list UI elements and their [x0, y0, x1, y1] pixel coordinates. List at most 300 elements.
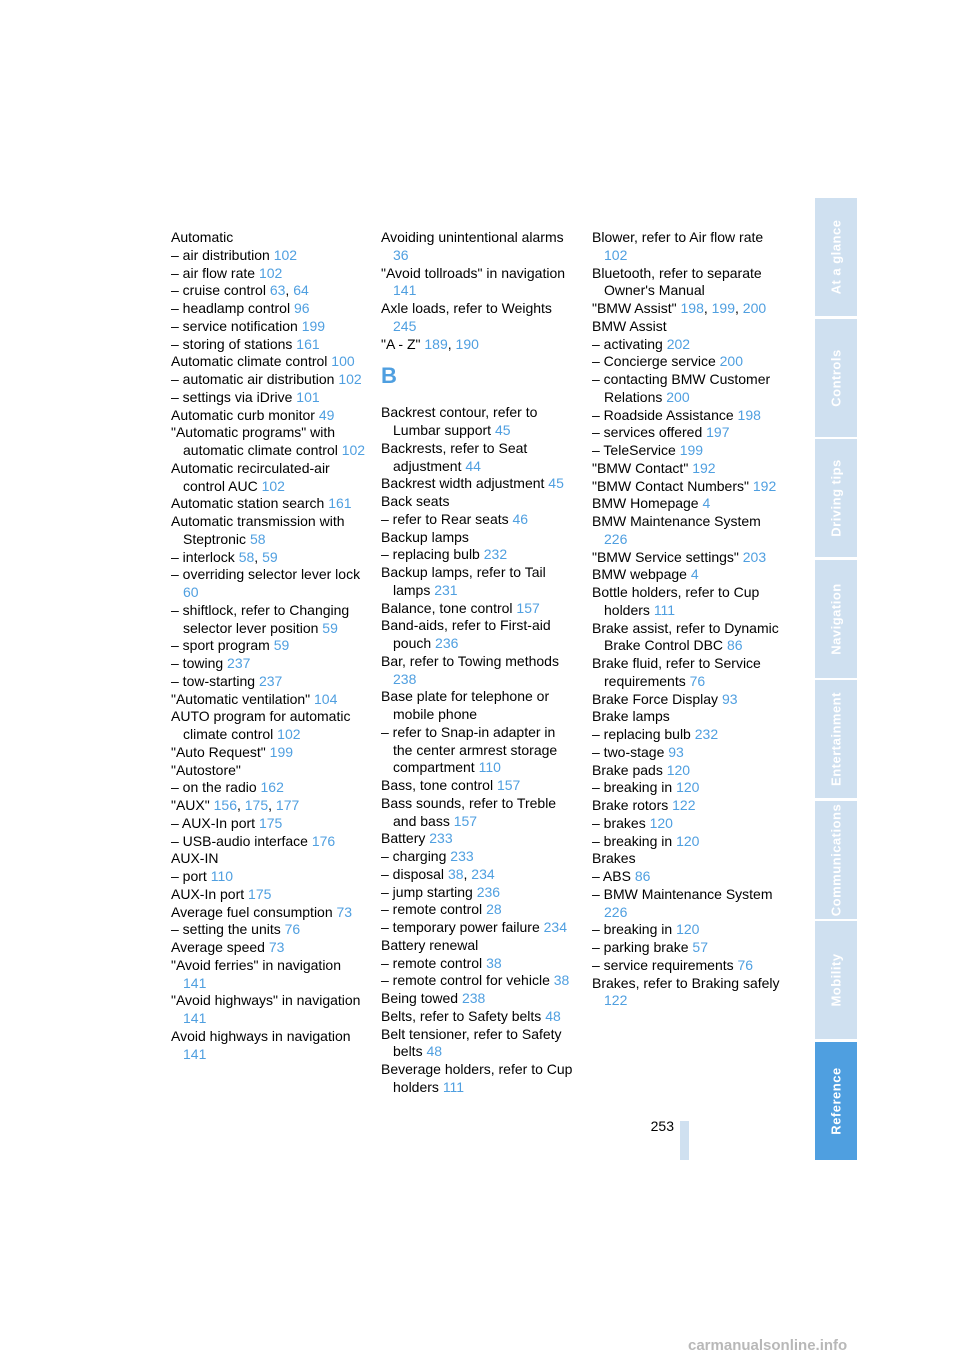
page-reference-link[interactable]: 101	[296, 388, 320, 405]
index-entry-text: Battery	[381, 830, 430, 847]
index-entry-text: – refer to Snap-in adapter in the center armrest storage compartment	[381, 723, 558, 776]
page-reference-link[interactable]: 236	[476, 883, 501, 900]
index-entry	[171, 495, 367, 513]
page-reference-link[interactable]: 162	[260, 779, 284, 796]
index-entry-text: – air distribution	[171, 246, 274, 263]
page-reference-link[interactable]: 192	[752, 477, 777, 494]
index-entry-text: – BMW Maintenance System	[592, 885, 773, 902]
index-entry-text: – temporary power failure	[381, 919, 544, 935]
page-reference-link[interactable]: 76	[737, 956, 754, 973]
page-reference-link[interactable]: 104	[314, 690, 338, 707]
index-entry-text: Belts, refer to Safety belts	[381, 1007, 546, 1024]
page-reference-link[interactable]: 234	[471, 865, 495, 882]
page-reference-link[interactable]: 64	[293, 282, 309, 299]
page-reference-link[interactable]: 233	[450, 848, 474, 864]
index-column-2	[381, 229, 577, 1097]
index-entry	[592, 726, 788, 744]
index-entry-text: – breaking in	[592, 779, 677, 796]
index-entry-text: – breaking in	[592, 832, 677, 849]
index-entry-text: – ABS	[592, 868, 635, 884]
page-number: 253	[650, 1118, 674, 1134]
page-reference-link[interactable]: 203	[742, 548, 767, 565]
index-entry	[381, 848, 577, 866]
page-reference-link[interactable]: 45	[494, 422, 511, 438]
index-entry	[592, 779, 788, 797]
index-entry-text: – services offered	[592, 424, 707, 441]
index-entry	[381, 884, 577, 902]
index-entry-text: Avoiding unintentional alarms	[381, 229, 564, 245]
index-entry	[171, 779, 367, 797]
index-entry	[381, 440, 577, 476]
page-reference-link[interactable]: 120	[676, 921, 700, 938]
index-entry	[592, 584, 788, 620]
page-reference-link[interactable]: 59	[273, 637, 290, 654]
tab-label: Communications	[828, 803, 844, 916]
page-reference-link[interactable]: 141	[183, 1045, 207, 1062]
page-reference-link[interactable]: 198	[680, 300, 704, 316]
page-reference-link[interactable]: 120	[676, 779, 700, 796]
index-entry-text: Blower, refer to Air flow rate	[592, 229, 764, 245]
index-entry	[381, 919, 577, 937]
index-entry	[592, 797, 788, 815]
page-reference-link[interactable]: 200	[666, 388, 690, 405]
index-entry-text: – disposal	[381, 865, 448, 882]
index-entry	[592, 850, 788, 868]
page-reference-link[interactable]: 161	[328, 495, 352, 512]
index-entry	[381, 265, 577, 301]
page-reference-link[interactable]: 110	[478, 759, 501, 776]
index-entry-text: – TeleService	[592, 442, 680, 458]
page-reference-link[interactable]: 86	[726, 637, 743, 654]
index-entry-text: Beverage holders, refer to Cup holders	[381, 1061, 573, 1095]
index-entry-text: Backup lamps, refer to Tail lamps	[381, 564, 546, 598]
index-entry-text: – breaking in	[592, 921, 677, 938]
page-reference-link[interactable]: 36	[393, 246, 409, 263]
page-reference-link[interactable]: 58	[249, 530, 266, 547]
index-entry-text: – interlock	[171, 548, 239, 565]
index-entry	[592, 957, 788, 975]
page-reference-link[interactable]: 59	[322, 619, 338, 636]
index-entry	[381, 1061, 577, 1097]
index-entry	[171, 815, 367, 833]
index-entry	[592, 407, 788, 425]
page-reference-link[interactable]: 102	[341, 442, 366, 458]
index-entry-text: – air flow rate	[171, 264, 259, 281]
page-reference-link[interactable]: 245	[393, 317, 417, 334]
index-entry-text: Average speed	[171, 939, 269, 955]
page-reference-link[interactable]: 199	[711, 300, 735, 316]
page-reference-link[interactable]: 157	[496, 777, 521, 793]
index-entry	[381, 564, 577, 600]
page-reference-link[interactable]: 102	[273, 246, 298, 263]
index-entry: – interlock 58, 59	[171, 548, 278, 565]
index-entry	[592, 549, 788, 567]
index-entry-text: "A - Z"	[381, 335, 425, 352]
page-reference-link[interactable]: 28	[486, 901, 502, 918]
index-entry-text: – replacing bulb	[592, 726, 695, 742]
page-reference-link[interactable]: 4	[702, 495, 711, 512]
page-reference-link[interactable]: 46	[512, 510, 529, 527]
page-reference-link[interactable]: 73	[336, 903, 353, 920]
index-entry	[592, 620, 788, 656]
page-reference-link[interactable]: 141	[393, 282, 417, 299]
page-reference-link[interactable]: 102	[261, 477, 285, 494]
page-reference-link[interactable]: 76	[689, 672, 706, 689]
index-entry-text: Bar, refer to Towing methods	[381, 652, 559, 669]
page-reference-link[interactable]: 96	[293, 300, 310, 316]
tab-label: Mobility	[828, 953, 844, 1007]
page-reference-link[interactable]: 199	[679, 442, 704, 458]
page-reference-link[interactable]: 44	[465, 457, 481, 474]
page-reference-link[interactable]: 141	[183, 1010, 207, 1026]
index-entry-text: Backrests, refer to Seat adjustment	[381, 439, 528, 474]
index-entry-text: "Avoid ferries" in navigation	[171, 956, 341, 973]
index-entry	[171, 460, 367, 496]
page-reference-link[interactable]: 60	[183, 584, 199, 600]
index-entry	[592, 513, 788, 549]
index-entry-text: – settings via iDrive	[171, 388, 297, 405]
page-reference-link[interactable]: 161	[296, 335, 320, 352]
index-entry-text: – storing of stations	[171, 335, 297, 352]
index-entry-text: – service notification	[171, 317, 302, 334]
index-entry-text: "BMW Assist"	[592, 300, 681, 316]
index-entry	[171, 939, 367, 957]
index-entry	[381, 404, 577, 440]
index-entry-text: Avoid highways in navigation	[171, 1027, 351, 1044]
page-reference-link[interactable]: 38	[553, 972, 570, 989]
tab-label: Navigation	[828, 582, 844, 655]
page-reference-link[interactable]: 176	[311, 832, 336, 849]
page-reference-link[interactable]: 120	[666, 761, 691, 778]
index-entry-text: Bluetooth, refer to separate Owner's Manual	[592, 264, 762, 299]
index-entry	[592, 691, 788, 709]
page-reference-link[interactable]: 226	[604, 530, 628, 547]
page-reference-link[interactable]: 111	[442, 1078, 465, 1095]
tab-driving-tips[interactable]	[815, 439, 857, 557]
index-entry	[381, 972, 577, 990]
page-reference-link[interactable]: 73	[268, 939, 285, 955]
index-entry-text: Axle loads, refer to Weights	[381, 300, 552, 316]
index-entry-text: – activating	[592, 335, 667, 352]
page-reference-link[interactable]: 93	[668, 743, 684, 760]
page-reference-link[interactable]: 48	[426, 1043, 443, 1060]
index-entry: "BMW Assist" 198, 199, 200	[592, 300, 767, 316]
index-entry	[592, 318, 788, 336]
index-entry	[592, 886, 788, 922]
index-entry	[592, 460, 788, 478]
page-reference-link[interactable]: 120	[676, 832, 700, 849]
index-letter-heading: B	[381, 363, 397, 389]
page-reference-link[interactable]: 93	[721, 690, 738, 707]
index-entry: "A - Z" 189, 190	[381, 335, 479, 352]
index-entry-text: Automatic climate control	[171, 353, 332, 370]
index-entry-text: Brake lamps	[592, 708, 670, 725]
index-entry-text: BMW webpage	[592, 566, 691, 583]
index-entry	[171, 407, 367, 425]
tab-mobility[interactable]	[815, 921, 857, 1039]
page-reference-link[interactable]: 234	[543, 919, 567, 935]
index-entry-text: – USB-audio interface	[171, 832, 312, 849]
index-entry	[171, 833, 367, 851]
index-entry	[381, 229, 577, 265]
index-entry	[171, 371, 367, 389]
page-reference-link[interactable]: 197	[706, 424, 730, 441]
page-reference-link[interactable]: 157	[516, 599, 540, 616]
index-entry-text: "Automatic programs" with automatic climate control	[171, 424, 342, 458]
index-entry-text: Brake pads	[592, 761, 667, 778]
index-entry	[381, 830, 577, 848]
page-reference-link[interactable]: 198	[737, 406, 761, 423]
page-reference-link[interactable]: 232	[483, 546, 508, 563]
page-reference-link[interactable]: 86	[634, 868, 651, 884]
page-reference-link[interactable]: 192	[692, 459, 716, 476]
index-entry-text: Brakes	[592, 850, 636, 867]
index-entry	[381, 795, 577, 831]
page-reference-link[interactable]: 49	[318, 406, 335, 423]
index-entry-text: Brakes, refer to Braking safely	[592, 974, 780, 991]
page-reference-link[interactable]: 238	[393, 670, 417, 687]
index-entry	[381, 493, 577, 511]
index-entry-text: "Auto Request"	[171, 743, 270, 760]
index-entry-text: – parking brake	[592, 939, 693, 955]
index-entry-text: AUX-IN	[171, 850, 219, 867]
index-entry-text: Automatic recirculated-air control AUC	[171, 459, 330, 494]
index-entry	[171, 655, 367, 673]
index-entry	[592, 655, 788, 691]
tab-reference[interactable]	[815, 1042, 857, 1160]
page-reference-link[interactable]: 63	[269, 282, 286, 299]
page-reference-link[interactable]: 141	[183, 974, 207, 991]
index-entry: – cruise control 63, 64	[171, 282, 309, 299]
index-entry-text: – remote control	[381, 954, 487, 971]
tab-controls[interactable]	[815, 319, 857, 437]
index-entry	[381, 511, 577, 529]
index-entry	[171, 318, 367, 336]
index-entry	[171, 886, 367, 904]
index-entry-text: Brake rotors	[592, 797, 673, 813]
tab-label: Driving tips	[828, 459, 844, 537]
index-entry	[592, 265, 788, 301]
page-reference-link[interactable]: 233	[429, 830, 453, 847]
index-entry	[592, 868, 788, 886]
page-reference-link[interactable]: 202	[666, 335, 691, 352]
index-entry-text: AUTO program for automatic climate control	[171, 708, 351, 742]
index-entry-text: – refer to Rear seats	[381, 510, 513, 527]
index-entry	[171, 708, 367, 744]
page-reference-link[interactable]: 199	[269, 743, 294, 760]
page-reference-link[interactable]: 231	[434, 581, 458, 598]
index-entry	[592, 495, 788, 513]
index-entry	[592, 975, 788, 1011]
index-entry	[592, 815, 788, 833]
index-entry	[171, 673, 367, 691]
page-reference-link[interactable]: 237	[258, 672, 283, 689]
page-reference-link[interactable]: 199	[301, 317, 326, 334]
index-entry-text: Automatic transmission with Steptronic	[171, 513, 345, 547]
index-entry	[592, 566, 788, 584]
index-entry-text: Back seats	[381, 493, 450, 509]
page-reference-link[interactable]: 38	[486, 954, 502, 971]
index-entry	[381, 724, 577, 777]
page-reference-link[interactable]: 110	[210, 868, 234, 884]
index-entry-text: – brakes	[592, 814, 650, 831]
index-entry	[592, 371, 788, 407]
index-entry-text: Battery renewal	[381, 936, 479, 953]
page-reference-link[interactable]: 232	[694, 726, 719, 742]
index-entry	[381, 617, 577, 653]
index-entry-text: Brake Force Display	[592, 690, 722, 707]
page-reference-link[interactable]: 237	[227, 655, 251, 671]
page-reference-link[interactable]: 175	[258, 814, 283, 831]
tab-label: At a glance	[828, 219, 844, 295]
index-entry	[171, 602, 367, 638]
index-entry	[592, 229, 788, 265]
index-entry	[171, 336, 367, 354]
index-entry	[171, 247, 367, 265]
index-entry-text: Bass, tone control	[381, 777, 497, 793]
tab-at-a-glance[interactable]	[815, 198, 857, 316]
index-entry-text: – service requirements	[592, 956, 738, 973]
page-reference-link[interactable]: 102	[277, 726, 301, 742]
page-reference-link[interactable]: 200	[719, 353, 743, 370]
index-entry	[171, 513, 367, 549]
index-entry	[171, 300, 367, 318]
index-entry	[381, 529, 577, 547]
index-entry-text: Backrest contour, refer to Lumbar support	[381, 404, 538, 438]
index-entry-text: – two-stage	[592, 743, 669, 760]
index-entry-text: Brake fluid, refer to Service requirements	[592, 655, 761, 689]
page-reference-link[interactable]: 175	[248, 885, 272, 902]
index-entry-text: Average fuel consumption	[171, 903, 337, 920]
index-entry-text: Band-aids, refer to First-aid pouch	[381, 617, 551, 651]
page-reference-link[interactable]: 236	[435, 635, 459, 651]
page-reference-link[interactable]: 100	[331, 353, 355, 370]
index-entry	[171, 1028, 367, 1064]
index-entry-text: "BMW Contact Numbers"	[592, 477, 753, 494]
page-reference-link[interactable]: 157	[453, 812, 478, 829]
index-entry-text: – charging	[381, 848, 451, 864]
page-reference-link[interactable]: 189	[424, 335, 448, 352]
index-entry-text: "Avoid tollroads" in navigation	[381, 264, 566, 281]
index-entry	[171, 957, 367, 993]
index-entry	[381, 955, 577, 973]
page-reference-link[interactable]: 175	[244, 797, 269, 813]
page-reference-link[interactable]: 102	[338, 371, 362, 387]
index-entry	[171, 762, 367, 780]
index-entry-text: – towing	[171, 655, 228, 671]
tab-entertainment[interactable]	[815, 680, 857, 798]
index-entry: – disposal 38, 234	[381, 865, 495, 882]
tab-navigation[interactable]	[815, 560, 857, 678]
index-entry	[171, 868, 367, 886]
index-entry-text: – remote control	[381, 901, 487, 918]
page-reference-link[interactable]: 57	[692, 939, 708, 955]
page-reference-link[interactable]: 122	[604, 992, 628, 1009]
page-reference-link[interactable]: 120	[649, 814, 673, 831]
index-entry	[381, 475, 577, 493]
index-entry-text: – jump starting	[381, 883, 477, 900]
index-entry-text: – remote control for vehicle	[381, 972, 554, 989]
index-entry-text: "Avoid highways" in navigation	[171, 992, 361, 1009]
index-entry	[381, 600, 577, 618]
index-entry	[171, 904, 367, 922]
index-entry	[171, 424, 367, 460]
index-entry-text: Bass sounds, refer to Treble and bass	[381, 794, 557, 829]
index-entry	[171, 850, 367, 868]
page-reference-link[interactable]: 58	[238, 548, 255, 565]
page-reference-link[interactable]: 76	[284, 921, 301, 938]
index-entry-text: – setting the units	[171, 921, 285, 938]
page-reference-link[interactable]: 190	[455, 335, 479, 352]
index-entry	[592, 833, 788, 851]
page-reference-link[interactable]: 102	[258, 264, 283, 281]
page-reference-link[interactable]: 238	[461, 990, 486, 1006]
index-entry	[592, 353, 788, 371]
index-entry-text: "AUX"	[171, 797, 214, 813]
page-reference-link[interactable]: 59	[262, 548, 278, 565]
tab-communications[interactable]	[815, 801, 857, 919]
index-entry	[171, 353, 367, 371]
index-entry-text: "BMW Service settings"	[592, 548, 743, 565]
page-reference-link[interactable]: 111	[653, 601, 676, 618]
index-entry-text: – overriding selector lever lock	[171, 566, 361, 583]
page-reference-link[interactable]: 48	[545, 1007, 561, 1024]
index-entry	[381, 777, 577, 795]
page-reference-link[interactable]: 200	[742, 300, 767, 316]
index-entry-text: "BMW Contact"	[592, 459, 693, 476]
index-entry	[592, 762, 788, 780]
index-entry	[171, 265, 367, 283]
index-entry	[381, 653, 577, 689]
index-entry-text: Bottle holders, refer to Cup holders	[592, 584, 760, 618]
index-entry-text: Belt tensioner, refer to Safety belts	[381, 1025, 562, 1060]
page-reference-link[interactable]: 156	[213, 797, 237, 813]
page-reference-link[interactable]: 177	[275, 797, 300, 813]
index-entry	[592, 939, 788, 957]
index-entry	[381, 300, 577, 336]
index-entry-text: – automatic air distribution	[171, 371, 339, 387]
index-entry-text: Balance, tone control	[381, 599, 517, 616]
index-entry-text: AUX-In port	[171, 885, 249, 902]
index-entry	[171, 921, 367, 939]
index-entry	[381, 990, 577, 1008]
page-reference-link[interactable]: 4	[690, 566, 699, 583]
index-entry-text: – on the radio	[171, 779, 261, 796]
index-entry-text: – cruise control	[171, 282, 270, 299]
index-entry	[592, 708, 788, 726]
page-reference-link[interactable]: 102	[604, 246, 628, 263]
page-reference-link[interactable]: 45	[548, 475, 564, 492]
index-entry-text: – Concierge service	[592, 353, 720, 370]
index-entry-text: BMW Maintenance System	[592, 513, 761, 529]
index-entry	[381, 688, 577, 724]
index-entry	[592, 336, 788, 354]
tab-label: Entertainment	[828, 692, 844, 786]
watermark: carmanualsonline.info	[688, 1337, 848, 1354]
page-reference-link[interactable]: 122	[672, 797, 696, 813]
page-reference-link[interactable]: 226	[604, 903, 628, 920]
index-entry	[171, 637, 367, 655]
index-entry-text: – port	[171, 868, 211, 884]
index-entry	[171, 229, 367, 247]
index-entry	[171, 691, 367, 709]
index-entry-text: Automatic curb monitor	[171, 406, 319, 423]
index-entry	[592, 442, 788, 460]
index-entry-text: – tow-starting	[171, 672, 259, 689]
index-entry-text: – sport program	[171, 637, 274, 654]
page-reference-link[interactable]: 38	[447, 865, 464, 882]
index-entry-text: Being towed	[381, 990, 462, 1006]
